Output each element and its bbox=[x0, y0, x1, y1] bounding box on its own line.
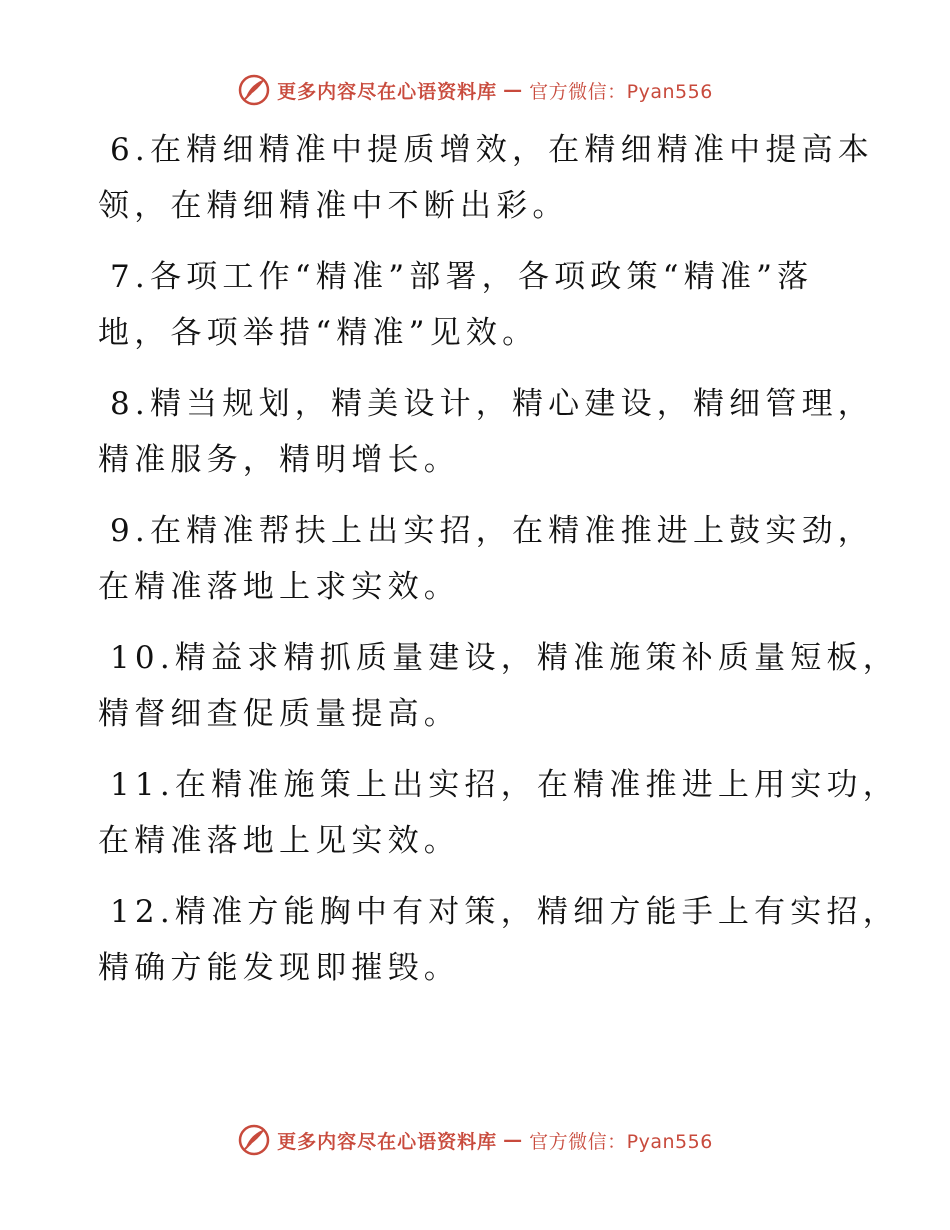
item-number: 8. bbox=[110, 386, 150, 422]
item-line bbox=[98, 757, 899, 813]
header-dash: — bbox=[503, 79, 524, 101]
item-line: 在精准落地上见实效。 bbox=[98, 823, 460, 859]
item-line: 领，在精细精准中不断出彩。 bbox=[98, 188, 569, 224]
item-text: 精准方能胸中有对策，精细方能手上有实招， bbox=[174, 894, 899, 930]
quill-logo-icon bbox=[237, 1123, 271, 1157]
item-line bbox=[98, 249, 838, 305]
item-number: 12. bbox=[110, 894, 175, 930]
footer-watermark bbox=[0, 1120, 950, 1160]
item-text: 在精准帮扶上出实招，在精准推进上鼓实劲， bbox=[149, 513, 874, 549]
item-number: 9. bbox=[110, 513, 150, 549]
item-number: 10. bbox=[110, 640, 175, 676]
footer-contact-text: 官方微信：Pyan556 bbox=[529, 1130, 713, 1153]
list-item bbox=[98, 503, 874, 615]
list-item bbox=[98, 757, 899, 869]
item-line bbox=[98, 122, 874, 178]
footer-dash: — bbox=[503, 1129, 524, 1151]
item-line: 在精准落地上求实效。 bbox=[98, 569, 460, 605]
list-item bbox=[98, 884, 899, 996]
list-item bbox=[98, 630, 899, 742]
list-item bbox=[98, 249, 838, 361]
item-number: 11. bbox=[110, 767, 175, 803]
item-text: 精当规划，精美设计，精心建设，精细管理， bbox=[149, 386, 874, 422]
item-text: 精益求精抓质量建设，精准施策补质量短板， bbox=[174, 640, 899, 676]
header-watermark bbox=[0, 70, 950, 110]
item-line bbox=[98, 376, 874, 432]
item-text: 在精细精准中提质增效，在精细精准中提高本 bbox=[149, 132, 874, 168]
item-line bbox=[98, 630, 899, 686]
item-number: 6. bbox=[110, 132, 150, 168]
item-text: 各项工作“精准”部署，各项政策“精准”落 bbox=[149, 259, 814, 295]
document-body bbox=[98, 122, 899, 1011]
header-brand-text: 更多内容尽在心语资料库 bbox=[277, 80, 498, 103]
list-item bbox=[98, 122, 874, 234]
item-line: 精督细查促质量提高。 bbox=[98, 696, 460, 732]
item-line bbox=[98, 884, 899, 940]
item-line bbox=[98, 503, 874, 559]
item-text: 在精准施策上出实招，在精准推进上用实功， bbox=[174, 767, 899, 803]
footer-brand-text: 更多内容尽在心语资料库 bbox=[277, 1130, 498, 1153]
item-line: 精准服务，精明增长。 bbox=[98, 442, 460, 478]
list-item bbox=[98, 376, 874, 488]
item-number: 7. bbox=[110, 259, 150, 295]
item-line: 精确方能发现即摧毁。 bbox=[98, 950, 460, 986]
quill-logo-icon bbox=[237, 73, 271, 107]
header-contact-text: 官方微信：Pyan556 bbox=[529, 80, 713, 103]
item-line: 地，各项举措“精准”见效。 bbox=[98, 315, 539, 351]
